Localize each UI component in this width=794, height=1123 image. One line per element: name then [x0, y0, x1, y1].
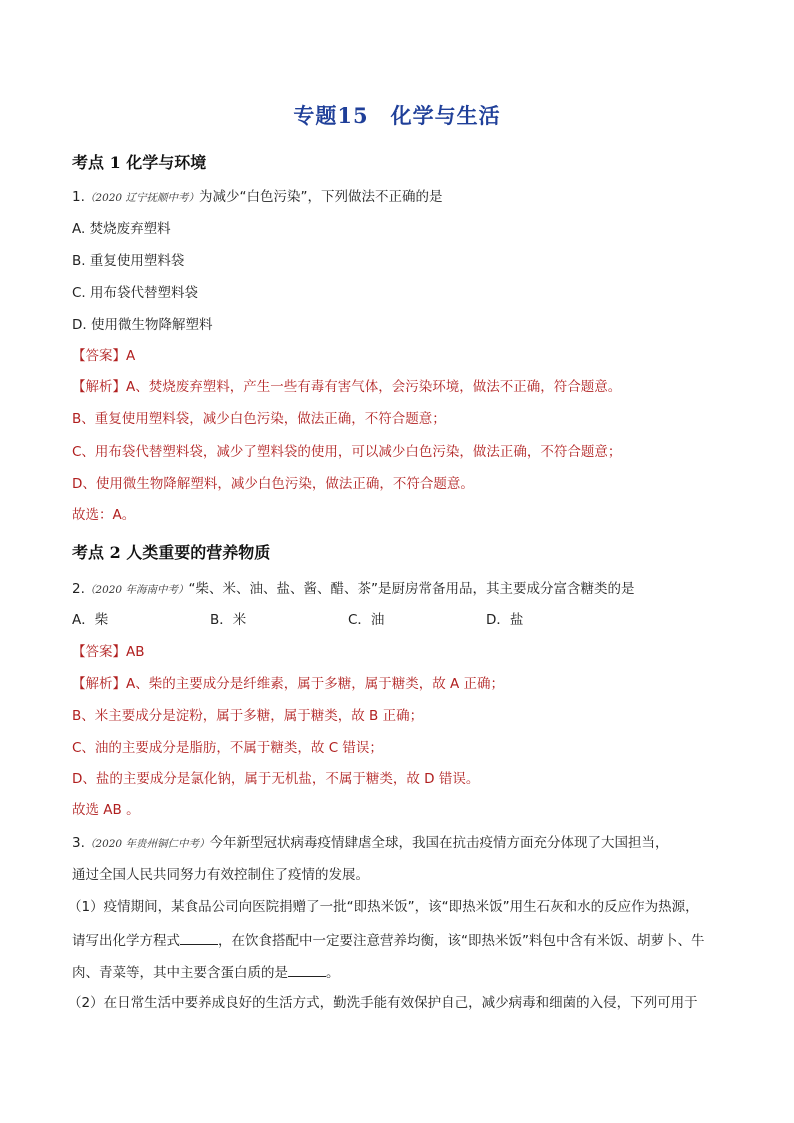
answer-line: 【答案】AB — [72, 644, 145, 660]
page-title: 专题15 化学与生活 — [293, 103, 501, 128]
question-number: 1. — [72, 189, 85, 205]
analysis-line: 【解析】A、焚烧废弃塑料，产生一些有毒有害气体，会污染环境，做法不正确，符合题意。 — [72, 379, 622, 395]
question-3-stem — [72, 834, 668, 853]
question-source: （2020 年海南中考） — [84, 584, 189, 596]
answer-line: 【答案】A — [72, 348, 136, 364]
question-text: 通过全国人民共同努力有效控制住了疫情的发展。 — [72, 867, 369, 883]
option-d: D. 使用微生物降解塑料 — [72, 317, 213, 333]
analysis-line: 【解析】A、柴的主要成分是纤维素，属于多糖，属于糖类，故 A 正确； — [72, 676, 505, 692]
option-d: D．盐 — [486, 612, 524, 628]
answer-blank[interactable] — [180, 930, 218, 945]
option-b: B．米 — [210, 612, 247, 628]
options-row — [72, 611, 722, 629]
option-c: C. 用布袋代替塑料袋 — [72, 285, 199, 301]
question-text: “柴、米、油、盐、酱、醋、茶”是厨房常备用品，其主要成分富含糖类的是 — [188, 581, 635, 597]
option-a: A．柴 — [72, 612, 109, 628]
analysis-line: C、用布袋代替塑料袋，减少了塑料袋的使用，可以减少白色污染，做法正确，不符合题意； — [72, 444, 622, 460]
option-b: B. 重复使用塑料袋 — [72, 253, 185, 269]
analysis-line: B、米主要成分是淀粉，属于多糖，属于糖类，故 B 正确； — [72, 708, 424, 724]
option-a: A. 焚烧废弃塑料 — [72, 221, 171, 237]
sub-question-1-line: 请写出化学方程式 ，在饮食搭配中一定要注意营养均衡，该“即热米饭”料包中含有米饭、胡萝卜、牛 — [72, 930, 705, 950]
sub-question-2: （2）在日常生活中要养成良好的生活方式，勤洗手能有效保护自己，减少病毒和细菌的入侵，下列可用于 — [68, 995, 698, 1011]
analysis-line: B、重复使用塑料袋，减少白色污染，做法正确，不符合题意； — [72, 411, 446, 427]
question-number: 3. — [72, 835, 85, 851]
sub-question-1: （1）疫情期间，某食品公司向医院捐赠了一批“即热米饭”，该“即热米饭”用生石灰和水的反应作为热源， — [68, 899, 699, 915]
question-text: 为减少“白色污染”，下列做法不正确的是 — [198, 189, 443, 205]
question-1-stem — [72, 188, 442, 207]
option-c: C．油 — [348, 612, 385, 628]
question-number: 2. — [72, 581, 85, 597]
analysis-line: D、使用微生物降解塑料，减少白色污染，做法正确，不符合题意。 — [72, 476, 474, 492]
analysis-line: C、油的主要成分是脂肪，不属于糖类，故 C 错误； — [72, 740, 383, 756]
question-source: （2020 辽宁抚顺中考） — [84, 192, 199, 204]
question-2-stem — [72, 580, 634, 599]
sub-question-1-line: 肉、青菜等，其中主要含蛋白质的是 。 — [72, 962, 340, 982]
section-heading-1: 考点 1 化学与环境 — [72, 153, 207, 172]
choice-line: 故选 AB 。 — [72, 802, 140, 818]
section-heading-2: 考点 2 人类重要的营养物质 — [72, 543, 271, 562]
question-source: （2020 年贵州铜仁中考） — [84, 838, 210, 850]
answer-blank[interactable] — [288, 962, 326, 977]
analysis-line: D、盐的主要成分是氯化钠，属于无机盐，不属于糖类，故 D 错误。 — [72, 771, 480, 787]
choice-line: 故选：A。 — [72, 507, 136, 523]
question-text: 今年新型冠状病毒疫情肆虐全球，我国在抗击疫情方面充分体现了大国担当， — [209, 835, 669, 851]
